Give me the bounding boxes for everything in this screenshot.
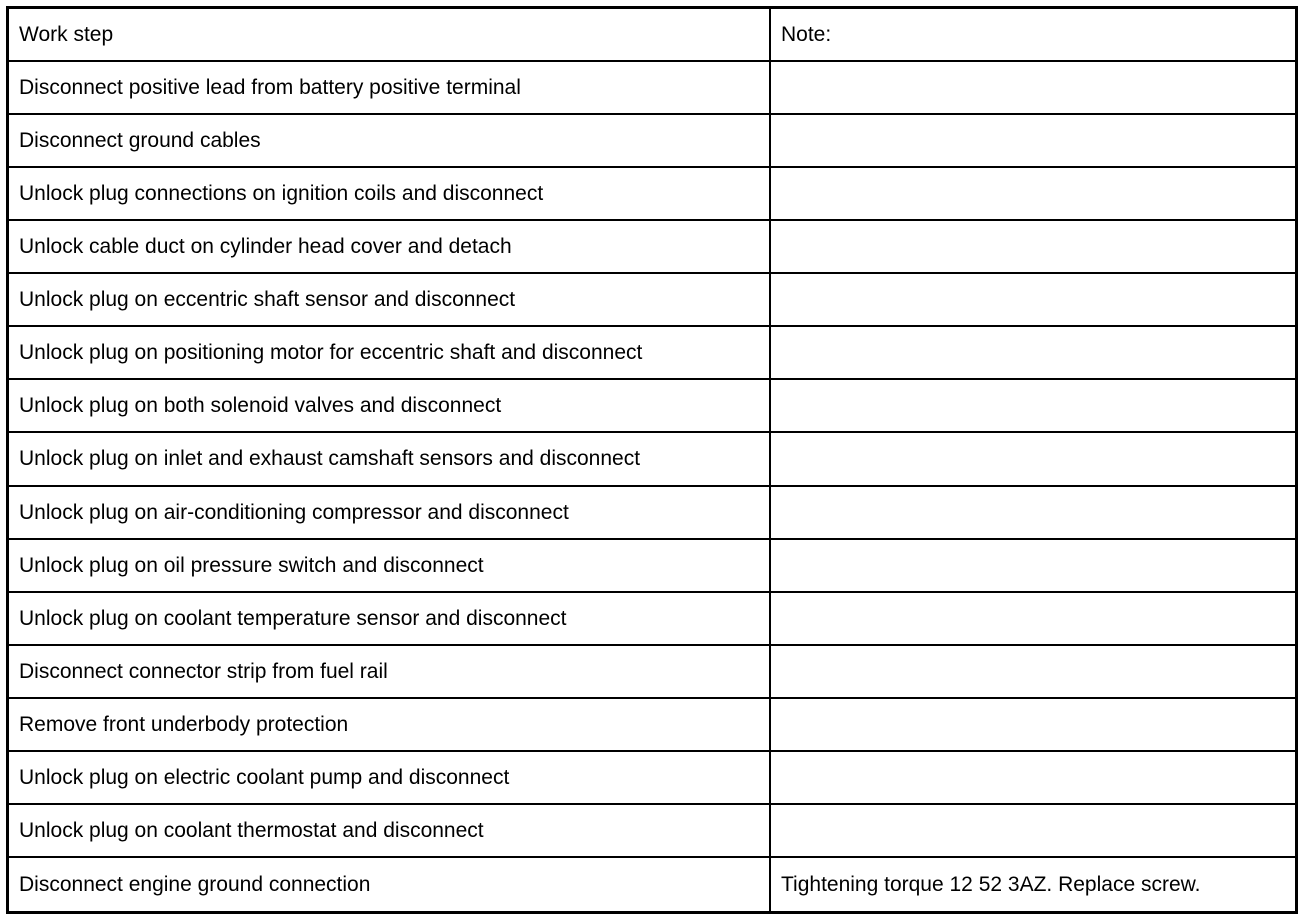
row-11-step: Unlock plug on coolant temperature sensor and disconnect: [9, 593, 771, 646]
row-2-step: Disconnect ground cables: [9, 115, 771, 168]
row-6-step: Unlock plug on positioning motor for eccentric shaft and disconnect: [9, 327, 771, 380]
row-1-note: [771, 62, 1295, 115]
row-4-note: [771, 221, 1295, 274]
row-2-note: [771, 115, 1295, 168]
row-15-note: [771, 805, 1295, 858]
row-7-step: Unlock plug on both solenoid valves and disconnect: [9, 380, 771, 433]
row-8-note: [771, 433, 1295, 486]
row-15-step: Unlock plug on coolant thermostat and disconnect: [9, 805, 771, 858]
row-9-step: Unlock plug on air-conditioning compressor and disconnect: [9, 487, 771, 540]
row-10-step: Unlock plug on oil pressure switch and disconnect: [9, 540, 771, 593]
row-1-step: Disconnect positive lead from battery positive terminal: [9, 62, 771, 115]
row-10-note: [771, 540, 1295, 593]
row-12-note: [771, 646, 1295, 699]
row-11-note: [771, 593, 1295, 646]
row-14-step: Unlock plug on electric coolant pump and disconnect: [9, 752, 771, 805]
row-16-note: Tightening torque 12 52 3AZ. Replace screw.: [781, 872, 1201, 896]
row-3-note: [771, 168, 1295, 221]
row-5-step: Unlock plug on eccentric shaft sensor and disconnect: [9, 274, 771, 327]
row-4-step: Unlock cable duct on cylinder head cover and detach: [9, 221, 771, 274]
row-9-note: [771, 487, 1295, 540]
row-8-step: Unlock plug on inlet and exhaust camshaft sensors and disconnect: [9, 433, 771, 486]
row-5-note: [771, 274, 1295, 327]
header-work-step: Work step: [9, 9, 771, 62]
row-3-step: Unlock plug connections on ignition coils and disconnect: [9, 168, 771, 221]
row-7-note: [771, 380, 1295, 433]
row-12-step: Disconnect connector strip from fuel rail: [9, 646, 771, 699]
work-steps-table: [6, 6, 1298, 914]
header-note: Note:: [771, 9, 1295, 62]
row-6-note: [771, 327, 1295, 380]
row-13-step: Remove front underbody protection: [9, 699, 771, 752]
row-13-note: [771, 699, 1295, 752]
row-14-note: [771, 752, 1295, 805]
row-16-step: Disconnect engine ground connection: [9, 858, 771, 911]
